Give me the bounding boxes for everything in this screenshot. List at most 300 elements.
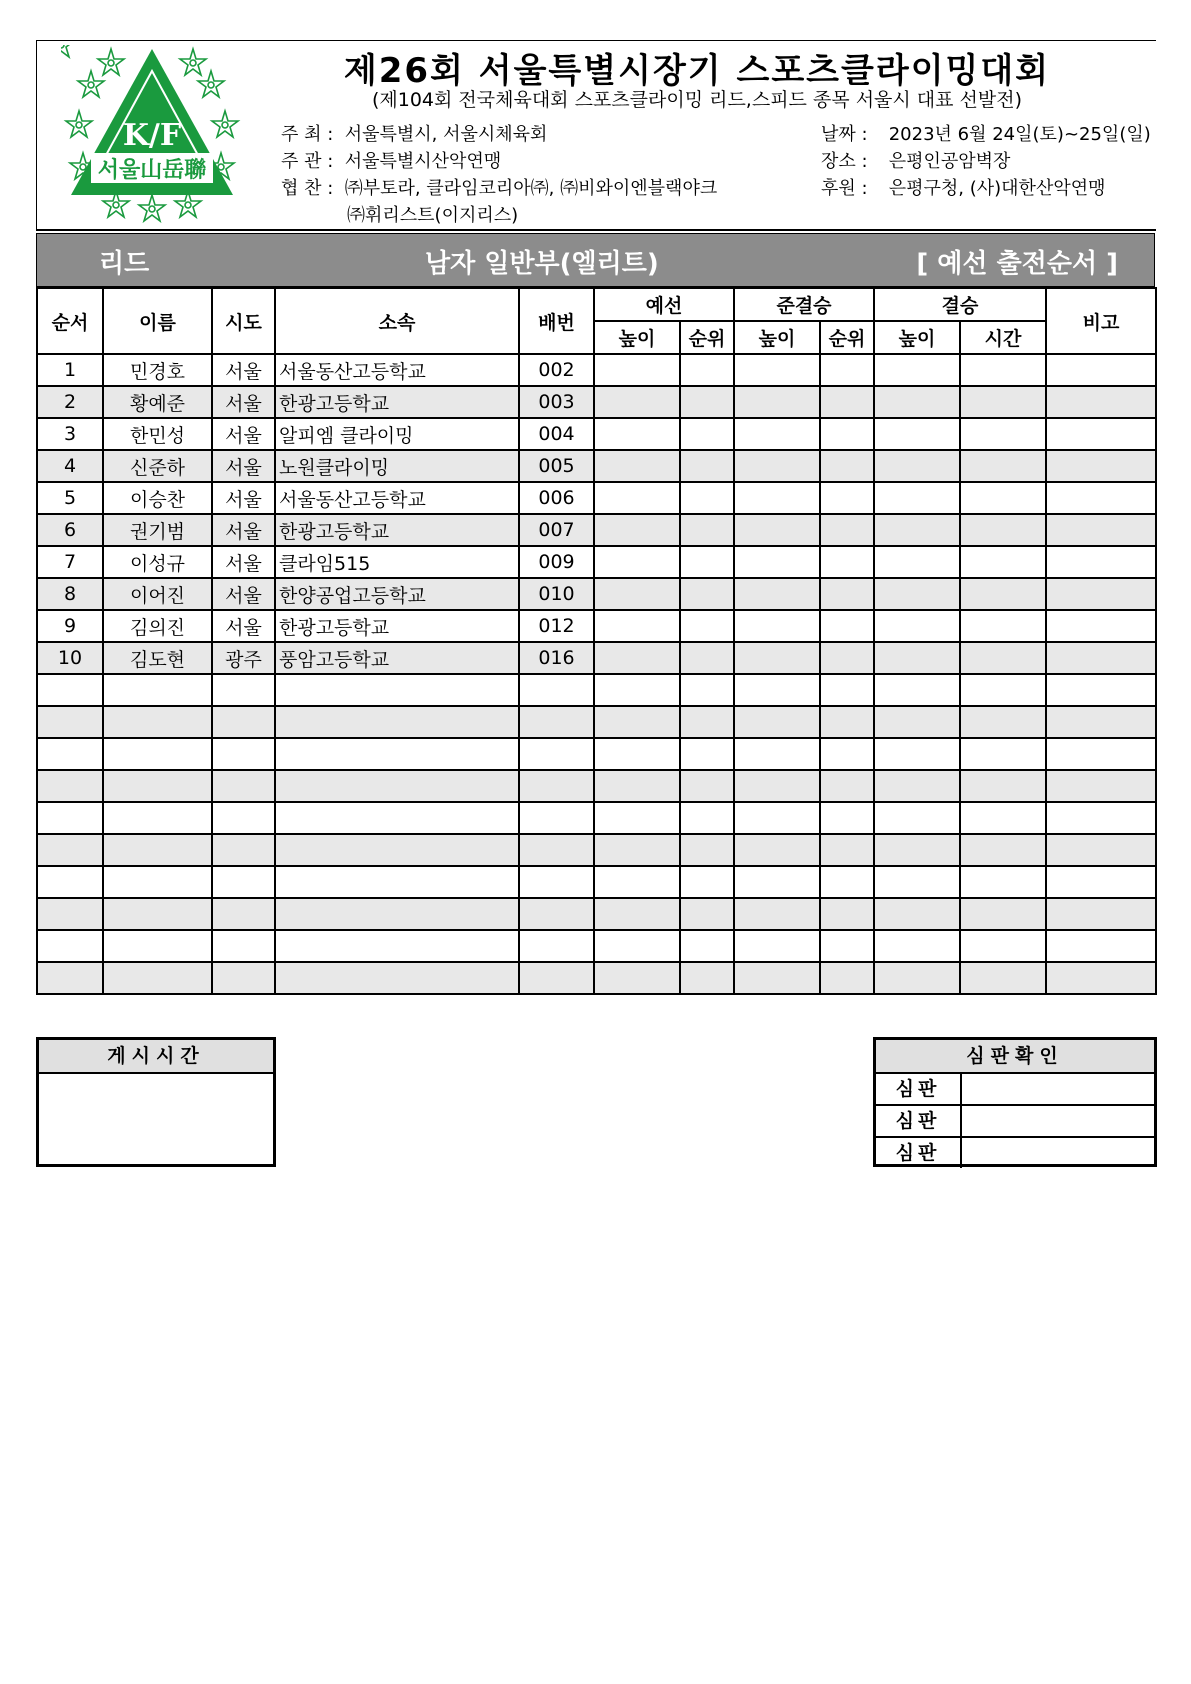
cell-bib — [519, 866, 594, 898]
info-key: 협 찬 : — [281, 178, 334, 199]
result-cell — [734, 962, 820, 994]
table-row — [37, 898, 1156, 930]
result-cell — [874, 962, 960, 994]
cell-order — [37, 738, 103, 770]
table-row — [37, 706, 1156, 738]
judge-label: 심판 — [876, 1074, 962, 1104]
result-cell — [874, 354, 960, 386]
judge-signature-field[interactable] — [962, 1074, 1154, 1104]
result-cell — [820, 610, 874, 642]
table-row — [37, 930, 1156, 962]
header-qual-height: 높이 — [594, 321, 680, 354]
result-cell — [680, 610, 734, 642]
edelweiss-icon — [61, 45, 74, 57]
result-cell — [960, 450, 1046, 482]
cell-name — [103, 738, 212, 770]
table-row — [37, 610, 1156, 642]
result-cell — [874, 546, 960, 578]
result-cell — [734, 578, 820, 610]
cell-region — [212, 930, 275, 962]
cell-bib: 007 — [519, 514, 594, 546]
cell-bib: 004 — [519, 418, 594, 450]
cell-name — [103, 834, 212, 866]
cell-team: 노원클라이밍 — [275, 450, 519, 482]
cell-bib: 002 — [519, 354, 594, 386]
result-cell — [594, 386, 680, 418]
cell-name: 황예준 — [103, 386, 212, 418]
cell-team — [275, 706, 519, 738]
result-cell — [960, 802, 1046, 834]
header-semi-rank: 순위 — [820, 321, 874, 354]
header-team: 소속 — [275, 288, 519, 354]
cell-region: 서울 — [212, 418, 275, 450]
result-cell — [820, 898, 874, 930]
result-cell — [1046, 770, 1156, 802]
result-cell — [960, 898, 1046, 930]
cell-order: 6 — [37, 514, 103, 546]
round-label: [ 예선 출전순서 ] — [916, 249, 1118, 279]
header-semi-height: 높이 — [734, 321, 820, 354]
cell-region — [212, 898, 275, 930]
table-row — [37, 738, 1156, 770]
cell-order: 9 — [37, 610, 103, 642]
cell-order — [37, 770, 103, 802]
cell-bib — [519, 738, 594, 770]
post-time-label: 게시시간 — [39, 1040, 273, 1074]
table-row — [37, 802, 1156, 834]
cell-team: 한광고등학교 — [275, 610, 519, 642]
header-final-height: 높이 — [874, 321, 960, 354]
judge-confirm-label: 심판확인 — [876, 1040, 1154, 1074]
cell-name: 권기범 — [103, 514, 212, 546]
cell-name — [103, 674, 212, 706]
cell-team: 한양공업고등학교 — [275, 578, 519, 610]
result-cell — [594, 514, 680, 546]
result-cell — [680, 642, 734, 674]
cell-order: 3 — [37, 418, 103, 450]
result-cell — [594, 962, 680, 994]
result-cell — [1046, 418, 1156, 450]
result-cell — [734, 450, 820, 482]
cell-region: 서울 — [212, 578, 275, 610]
result-cell — [680, 866, 734, 898]
result-cell — [680, 418, 734, 450]
judge-label: 심판 — [876, 1138, 962, 1168]
cell-name: 한민성 — [103, 418, 212, 450]
result-cell — [874, 610, 960, 642]
result-cell — [960, 610, 1046, 642]
result-cell — [874, 866, 960, 898]
cell-region — [212, 706, 275, 738]
result-cell — [1046, 802, 1156, 834]
result-cell — [594, 898, 680, 930]
result-cell — [594, 450, 680, 482]
cell-bib — [519, 834, 594, 866]
cell-name — [103, 770, 212, 802]
result-cell — [594, 354, 680, 386]
cell-team — [275, 930, 519, 962]
judge-row — [876, 1106, 1154, 1138]
cell-order: 5 — [37, 482, 103, 514]
info-value: 서울특별시, 서울시체육회 — [344, 124, 548, 145]
result-cell — [734, 610, 820, 642]
result-cell — [820, 738, 874, 770]
cell-order: 7 — [37, 546, 103, 578]
federation-logo-icon — [61, 45, 243, 223]
cell-team: 한광고등학교 — [275, 386, 519, 418]
result-cell — [874, 834, 960, 866]
result-cell — [874, 706, 960, 738]
result-cell — [594, 706, 680, 738]
result-cell — [734, 674, 820, 706]
header-final: 결승 — [874, 288, 1046, 321]
result-cell — [960, 578, 1046, 610]
page-title: 제26회 서울특별시장기 스포츠클라이밍대회 — [343, 51, 1051, 91]
cell-name: 신준하 — [103, 450, 212, 482]
cell-region: 서울 — [212, 450, 275, 482]
cell-order — [37, 866, 103, 898]
result-cell — [820, 770, 874, 802]
result-cell — [680, 354, 734, 386]
result-cell — [734, 866, 820, 898]
cell-order — [37, 802, 103, 834]
result-cell — [820, 930, 874, 962]
result-cell — [874, 386, 960, 418]
cell-bib — [519, 674, 594, 706]
result-cell — [820, 962, 874, 994]
result-cell — [874, 770, 960, 802]
cell-order: 2 — [37, 386, 103, 418]
table-row — [37, 546, 1156, 578]
result-cell — [734, 482, 820, 514]
result-cell — [680, 770, 734, 802]
result-cell — [1046, 482, 1156, 514]
cell-bib — [519, 962, 594, 994]
result-cell — [680, 802, 734, 834]
cell-region — [212, 738, 275, 770]
header-bib: 배번 — [519, 288, 594, 354]
result-cell — [734, 642, 820, 674]
cell-name — [103, 930, 212, 962]
result-cell — [680, 738, 734, 770]
result-cell — [960, 386, 1046, 418]
cell-order — [37, 962, 103, 994]
table-row — [37, 450, 1156, 482]
result-cell — [594, 674, 680, 706]
cell-team: 클라임515 — [275, 546, 519, 578]
result-cell — [874, 514, 960, 546]
cell-team: 알피엠 클라이밍 — [275, 418, 519, 450]
result-cell — [960, 546, 1046, 578]
result-cell — [874, 450, 960, 482]
cell-bib: 009 — [519, 546, 594, 578]
cell-name — [103, 962, 212, 994]
judge-signature-field[interactable] — [962, 1138, 1154, 1168]
table-row — [37, 770, 1156, 802]
result-cell — [680, 578, 734, 610]
table-row — [37, 482, 1156, 514]
result-cell — [594, 866, 680, 898]
table-row — [37, 514, 1156, 546]
result-cell — [874, 578, 960, 610]
result-cell — [734, 930, 820, 962]
result-cell — [680, 930, 734, 962]
header-order: 순서 — [37, 288, 103, 354]
table-row — [37, 674, 1156, 706]
cell-name — [103, 898, 212, 930]
result-cell — [874, 802, 960, 834]
result-cell — [820, 546, 874, 578]
info-value: 은평구청, (사)대한산악연맹 — [888, 178, 1106, 199]
cell-order: 4 — [37, 450, 103, 482]
result-cell — [594, 802, 680, 834]
result-cell — [1046, 642, 1156, 674]
result-cell — [874, 898, 960, 930]
result-cell — [820, 866, 874, 898]
cell-name: 이성규 — [103, 546, 212, 578]
header-remark: 비고 — [1046, 288, 1156, 354]
cell-team: 서울동산고등학교 — [275, 354, 519, 386]
cell-region: 서울 — [212, 514, 275, 546]
result-cell — [820, 386, 874, 418]
table-row — [37, 354, 1156, 386]
result-cell — [594, 546, 680, 578]
cell-region — [212, 962, 275, 994]
cell-region: 서울 — [212, 610, 275, 642]
result-cell — [1046, 514, 1156, 546]
judge-row — [876, 1074, 1154, 1106]
table-body — [37, 354, 1156, 994]
result-cell — [594, 610, 680, 642]
table-row — [37, 866, 1156, 898]
result-cell — [734, 738, 820, 770]
result-cell — [820, 834, 874, 866]
result-cell — [820, 674, 874, 706]
result-cell — [874, 482, 960, 514]
result-cell — [594, 738, 680, 770]
result-cell — [594, 642, 680, 674]
info-key: 날짜 : — [821, 124, 868, 145]
result-cell — [960, 930, 1046, 962]
cell-bib: 012 — [519, 610, 594, 642]
result-cell — [820, 354, 874, 386]
result-cell — [734, 418, 820, 450]
cell-order: 8 — [37, 578, 103, 610]
cell-team — [275, 962, 519, 994]
result-cell — [960, 834, 1046, 866]
header-qualification: 예선 — [594, 288, 734, 321]
cell-name: 이승찬 — [103, 482, 212, 514]
result-cell — [1046, 898, 1156, 930]
cell-name: 민경호 — [103, 354, 212, 386]
discipline-label: 리드 — [99, 249, 150, 279]
cell-bib — [519, 802, 594, 834]
cell-order — [37, 930, 103, 962]
cell-region: 서울 — [212, 546, 275, 578]
result-cell — [960, 482, 1046, 514]
result-cell — [960, 418, 1046, 450]
cell-team — [275, 834, 519, 866]
info-value: 서울특별시산악연맹 — [344, 151, 502, 172]
start-order-table — [36, 287, 1157, 995]
result-cell — [1046, 674, 1156, 706]
result-cell — [734, 802, 820, 834]
result-cell — [1046, 386, 1156, 418]
cell-name — [103, 802, 212, 834]
result-cell — [1046, 738, 1156, 770]
info-value: 은평인공암벽장 — [888, 151, 1011, 172]
header-semifinal: 준결승 — [734, 288, 874, 321]
result-cell — [734, 898, 820, 930]
result-cell — [960, 354, 1046, 386]
cell-order: 1 — [37, 354, 103, 386]
result-cell — [874, 674, 960, 706]
result-cell — [960, 674, 1046, 706]
cell-region — [212, 834, 275, 866]
cell-region — [212, 802, 275, 834]
cell-name: 김의진 — [103, 610, 212, 642]
organizer-info — [281, 121, 717, 229]
cell-bib: 005 — [519, 450, 594, 482]
result-cell — [594, 930, 680, 962]
event-info — [821, 121, 1151, 202]
page-subtitle: (제104회 전국체육대회 스포츠클라이밍 리드,스피드 종목 서울시 대표 선발전) — [371, 89, 1023, 111]
info-value: ㈜휘리스트(이지리스) — [347, 205, 519, 226]
result-cell — [1046, 866, 1156, 898]
result-cell — [1046, 546, 1156, 578]
result-cell — [680, 674, 734, 706]
result-cell — [820, 514, 874, 546]
svg-text:K/F: K/F — [122, 118, 182, 153]
cell-bib — [519, 770, 594, 802]
result-cell — [820, 482, 874, 514]
cell-region: 서울 — [212, 482, 275, 514]
result-cell — [594, 770, 680, 802]
result-cell — [960, 706, 1046, 738]
info-key: 주 최 : — [281, 124, 334, 145]
cell-bib — [519, 930, 594, 962]
cell-region — [212, 866, 275, 898]
info-key: 주 관 : — [281, 151, 334, 172]
cell-order — [37, 898, 103, 930]
cell-region: 광주 — [212, 642, 275, 674]
cell-name: 이어진 — [103, 578, 212, 610]
header-region: 시도 — [212, 288, 275, 354]
svg-text:서울山岳聯: 서울山岳聯 — [97, 158, 207, 183]
info-value: ㈜부토라, 클라임코리아㈜, ㈜비와이엔블랙야크 — [344, 178, 718, 199]
result-cell — [820, 642, 874, 674]
judge-row — [876, 1138, 1154, 1168]
result-cell — [874, 418, 960, 450]
result-cell — [734, 706, 820, 738]
result-cell — [680, 546, 734, 578]
cell-team: 풍암고등학교 — [275, 642, 519, 674]
result-cell — [820, 418, 874, 450]
info-key: 후원 : — [821, 178, 868, 199]
judge-confirm-box — [873, 1037, 1157, 1167]
cell-order: 10 — [37, 642, 103, 674]
category-label: 남자 일반부(엘리트) — [425, 249, 659, 279]
cell-team — [275, 770, 519, 802]
result-cell — [734, 514, 820, 546]
result-cell — [1046, 930, 1156, 962]
cell-order — [37, 674, 103, 706]
result-cell — [734, 354, 820, 386]
result-cell — [680, 898, 734, 930]
cell-bib: 016 — [519, 642, 594, 674]
table-row — [37, 418, 1156, 450]
cell-bib: 006 — [519, 482, 594, 514]
category-banner — [36, 233, 1155, 287]
cell-team: 서울동산고등학교 — [275, 482, 519, 514]
cell-team — [275, 802, 519, 834]
cell-bib — [519, 898, 594, 930]
info-key: 장소 : — [821, 151, 868, 172]
judge-label: 심판 — [876, 1106, 962, 1136]
cell-bib: 003 — [519, 386, 594, 418]
result-cell — [680, 450, 734, 482]
cell-region — [212, 674, 275, 706]
cell-region: 서울 — [212, 354, 275, 386]
result-cell — [1046, 610, 1156, 642]
cell-name — [103, 706, 212, 738]
table-row — [37, 834, 1156, 866]
result-cell — [680, 514, 734, 546]
cell-region — [212, 770, 275, 802]
table-row — [37, 386, 1156, 418]
result-cell — [960, 962, 1046, 994]
cell-team: 한광고등학교 — [275, 514, 519, 546]
cell-order — [37, 706, 103, 738]
cell-region: 서울 — [212, 386, 275, 418]
result-cell — [1046, 450, 1156, 482]
table-row — [37, 962, 1156, 994]
cell-bib — [519, 706, 594, 738]
result-cell — [680, 834, 734, 866]
result-cell — [680, 706, 734, 738]
post-time-box — [36, 1037, 276, 1167]
result-cell — [594, 482, 680, 514]
result-cell — [874, 930, 960, 962]
header — [36, 40, 1156, 231]
judge-signature-field[interactable] — [962, 1106, 1154, 1136]
result-cell — [960, 514, 1046, 546]
table-row — [37, 578, 1156, 610]
cell-team — [275, 866, 519, 898]
result-cell — [734, 770, 820, 802]
result-cell — [594, 834, 680, 866]
result-cell — [1046, 706, 1156, 738]
cell-name — [103, 866, 212, 898]
cell-name: 김도현 — [103, 642, 212, 674]
result-cell — [874, 738, 960, 770]
result-cell — [734, 546, 820, 578]
result-cell — [960, 738, 1046, 770]
result-cell — [680, 962, 734, 994]
result-cell — [594, 578, 680, 610]
header-name: 이름 — [103, 288, 212, 354]
table-row — [37, 642, 1156, 674]
result-cell — [1046, 834, 1156, 866]
result-cell — [820, 706, 874, 738]
result-cell — [960, 642, 1046, 674]
result-cell — [594, 418, 680, 450]
result-cell — [960, 866, 1046, 898]
result-cell — [1046, 354, 1156, 386]
result-cell — [680, 482, 734, 514]
info-value: 2023년 6월 24일(토)~25일(일) — [888, 124, 1151, 145]
cell-team — [275, 674, 519, 706]
